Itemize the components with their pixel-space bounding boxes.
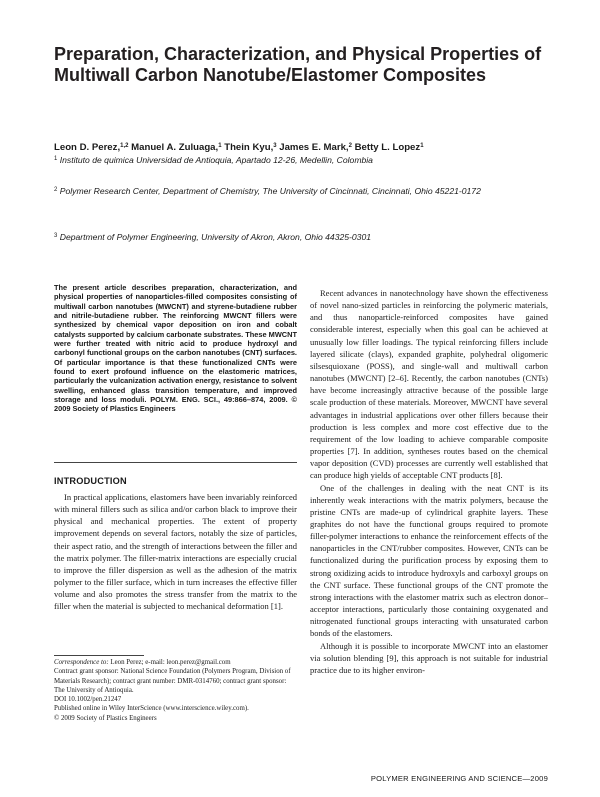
footnote-divider xyxy=(54,655,144,656)
article-title: Preparation, Characterization, and Physical Properties of Multiwall Carbon Nanotube/Elastomer Composites xyxy=(54,44,542,85)
affiliation-text: Instituto de quimica Universidad de Antioquia, Apartado 12-26, Medellin, Colombia xyxy=(59,155,373,165)
body-paragraph: Recent advances in nanotechnology have shown the effectiveness of novel nano-sized particles in reinforcing the polymeric materials, and thus nanoparticle-reinforced composites have gained considerable interest, especially when this goal can be achieved at unusually low filler loadings. The typical reinforcing fillers include layered silicate (clays), expanded graphite, polyhedral oligomeric silsesquioxane (POSS), and single-wall and multiwall carbon nanotubes (MWCNT) [2–6]. Recently, the carbon nanotubes (CNTs) have become increasingly attractive because of the possible large scale production of these materials. Moreover, MWCNT have several advantages in industrial applications over other fillers because their production is less complex and more cost effective due to the requirement of the low loading to achieve comparable composite properties [7]. In addition, syntheses routes based on the chemical vapor deposition (CVD) processes are currently well established that can produce high yields of acceptable CNT products [8]. xyxy=(310,288,548,481)
author-name: James E. Mark, xyxy=(279,142,349,153)
correspondence-note xyxy=(54,658,297,667)
affiliation-1 xyxy=(54,155,554,166)
section-heading: INTRODUCTION xyxy=(54,476,127,486)
author-list xyxy=(54,142,554,154)
doi-note: DOI 10.1002/pen.21247 xyxy=(54,696,122,704)
author-affiliation-mark: 1 xyxy=(420,143,424,149)
footnotes xyxy=(54,658,297,723)
author-affiliation-mark: 1,2 xyxy=(120,143,129,149)
section-divider xyxy=(54,462,297,463)
abstract: The present article describes preparation, characterization, and physical properties of nanoparticles-filled composites consisting of multiwall carbon nanotubes (MWCNT) and styrene-butadiene rubber and nitrile-butadiene rubber. The reinforcing MWCNT fillers were synthesized by chemical vapor deposition on iron and cobalt catalysts supported by calcium carbonate substrates. These MWCNT were further treated with nitric acid to produce hydroxyl and carbonyl functional groups on the carbon nanotubes (CNT) surfaces. Of particular importance is that these functionalized CNTs were found to exert profound influence on the elastomeric matrices, particularly the vulcanization activation energy, resistance to solvent swelling, enhanced glass transition temperature, and improved storage and loss moduli. POLYM. ENG. SCI., 49:866–874, 2009. © 2009 Society of Plastics Engineers xyxy=(54,283,297,414)
author-affiliation-mark: 3 xyxy=(273,143,277,149)
correspondence-text: Leon Perez; e-mail: leon.perez@gmail.com xyxy=(110,659,231,666)
running-footer: POLYMER ENGINEERING AND SCIENCE—2009 xyxy=(370,774,548,783)
body-paragraph: Although it is possible to incorporate MWCNT into an elastomer via solution blending [9], this approach is not suitable for industrial practice due to its higher environ- xyxy=(310,640,548,675)
author-name: Leon D. Perez, xyxy=(54,142,121,153)
affiliation-mark: 2 xyxy=(54,187,58,193)
author-affiliation-mark: 1 xyxy=(218,143,222,149)
affiliation-3 xyxy=(54,232,554,243)
correspondence-label: Correspondence to: xyxy=(54,659,109,666)
body-paragraph: One of the challenges in dealing with the neat CNT is its inherently weak interactions with the matrix polymers, because the pristine CNTs are made-up of cylindrical graphite layers. These graphites do not have the functional groups required to promote filler-polymer interactions to enhance the reinforcement effects of the nanoparticles in the CNT/rubber composites. However, CNTs can be functionalized during the purification process by exposing them to strong oxidizing acids to introduce hydroxyls and carboxyl groups on the CNT surface. These functional groups of the CNT promote the strong interactions with the elastomer matrix such as electron donor–acceptor interactions, particularly those containing oxygenated and nitrogenated functional groups interacting with unsaturated carbon bonds of the elastomers. xyxy=(310,482,548,639)
author-name: Manuel A. Zuluaga, xyxy=(131,142,219,153)
intro-paragraph: In practical applications, elastomers have been invariably reinforced with mineral fillers such as silica and/or carbon black to improve their physical and mechanical properties. The extent of property improvement depends on several factors, notably the size of particles, their aspect ratio, and the strength of interactions between the filler and the matrix polymer. The filler-matrix interactions are especially crucial to improve the filler dispersion as well as the adhesion of the matrix polymer to the filler surface, which in turn increases the effective filler volume and also promotes the stress transfer from the matrix to the filler when the material is subjected to mechanical deformation [1]. xyxy=(54,492,297,612)
right-column xyxy=(310,287,548,676)
grant-note: Contract grant sponsor: National Science Foundation (Polymers Program, Division of Materials Research); contract grant number: DMR-0314760; contract grant sponsor: The University of Antioquia. xyxy=(54,668,291,694)
published-note: Published online in Wiley InterScience (www.interscience.wiley.com). xyxy=(54,705,249,713)
author-name: Thein Kyu, xyxy=(224,142,274,153)
affiliation-text: Department of Polymer Engineering, University of Akron, Akron, Ohio 44325-0301 xyxy=(59,232,372,242)
author-affiliation-mark: 2 xyxy=(348,143,352,149)
author-name: Betty L. Lopez xyxy=(354,142,421,153)
affiliation-2 xyxy=(54,186,554,197)
affiliation-mark: 1 xyxy=(54,156,58,162)
affiliation-mark: 3 xyxy=(54,233,58,239)
copyright-note: © 2009 Society of Plastics Engineers xyxy=(54,714,157,722)
affiliation-text: Polymer Research Center, Department of Chemistry, The University of Cincinnati, Cincinnati, Ohio 45221-0172 xyxy=(59,186,481,196)
